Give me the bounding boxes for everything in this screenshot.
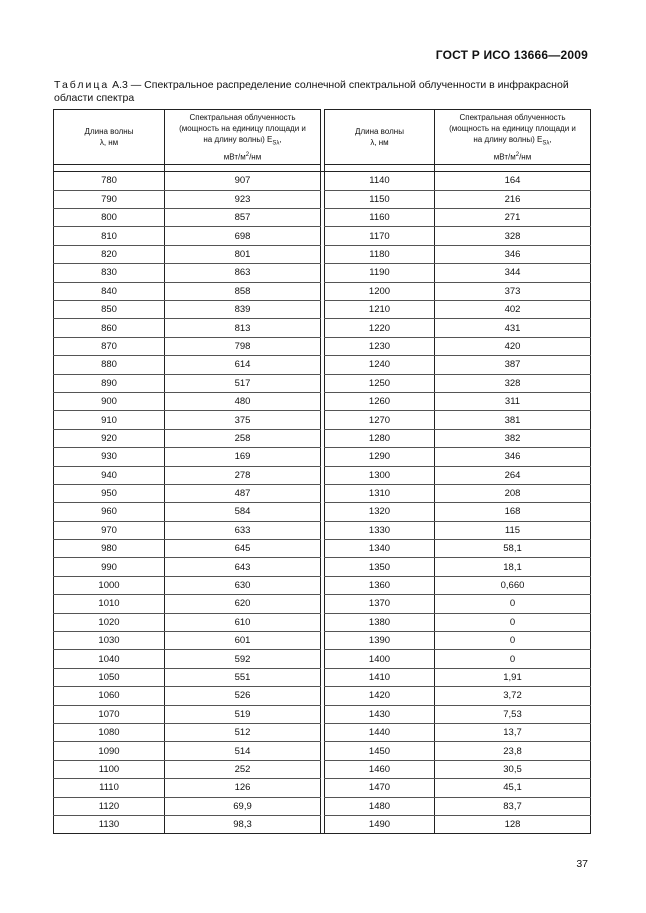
- cell-wavelength-2: 1410: [325, 668, 435, 686]
- table-row: [54, 448, 591, 466]
- cell-irradiance-2: 387: [435, 356, 591, 374]
- table-row: [54, 558, 591, 576]
- cell-irradiance-2: 23,8: [435, 742, 591, 760]
- irradiance-table-container: [53, 109, 590, 834]
- table-caption: [54, 79, 594, 105]
- cell-wavelength-2: 1160: [325, 209, 435, 227]
- cell-irradiance-1: 592: [165, 650, 321, 668]
- cell-wavelength-2: 1380: [325, 613, 435, 631]
- cell-wavelength-2: 1180: [325, 245, 435, 263]
- cell-irradiance-2: 216: [435, 190, 591, 208]
- cell-wavelength-1: 970: [54, 521, 165, 539]
- header-irradiance-1: Спектральная облученность (мощность на единицу площади и на длину волны) $E_{S\lambda}$, мВт/$м^2/нм$: [165, 110, 321, 165]
- cell-irradiance-2: 271: [435, 209, 591, 227]
- header-irradiance-2: Спектральная облученность (мощность на единицу площади и на длину волны) $E_{S\lambda}$, мВт/$м^2/нм$: [435, 110, 591, 165]
- cell-wavelength-1: 910: [54, 411, 165, 429]
- cell-wavelength-1: 1110: [54, 779, 165, 797]
- cell-wavelength-1: 1020: [54, 613, 165, 631]
- table-row: [54, 576, 591, 594]
- cell-irradiance-1: 480: [165, 392, 321, 410]
- cell-irradiance-2: 45,1: [435, 779, 591, 797]
- cell-wavelength-1: 880: [54, 356, 165, 374]
- irradiance-table: [53, 109, 591, 834]
- cell-irradiance-1: 169: [165, 448, 321, 466]
- cell-wavelength-2: 1270: [325, 411, 435, 429]
- cell-wavelength-2: 1150: [325, 190, 435, 208]
- cell-irradiance-1: 278: [165, 466, 321, 484]
- cell-irradiance-2: 0: [435, 650, 591, 668]
- cell-irradiance-1: 839: [165, 300, 321, 318]
- cell-irradiance-1: 252: [165, 760, 321, 778]
- cell-irradiance-2: 83,7: [435, 797, 591, 815]
- cell-wavelength-1: 1100: [54, 760, 165, 778]
- cell-irradiance-2: 58,1: [435, 540, 591, 558]
- cell-wavelength-1: 870: [54, 337, 165, 355]
- cell-irradiance-2: 346: [435, 448, 591, 466]
- cell-irradiance-1: 643: [165, 558, 321, 576]
- table-row: [54, 705, 591, 723]
- table-row: [54, 687, 591, 705]
- table-row: [54, 503, 591, 521]
- cell-wavelength-2: 1360: [325, 576, 435, 594]
- cell-irradiance-1: 633: [165, 521, 321, 539]
- cell-wavelength-2: 1170: [325, 227, 435, 245]
- header-wavelength-1: Длина волны λ, нм: [54, 110, 165, 165]
- cell-wavelength-2: 1310: [325, 484, 435, 502]
- cell-irradiance-1: 487: [165, 484, 321, 502]
- cell-irradiance-2: 13,7: [435, 723, 591, 741]
- cell-irradiance-2: 3,72: [435, 687, 591, 705]
- table-body: [54, 172, 591, 834]
- cell-irradiance-1: 857: [165, 209, 321, 227]
- table-row: [54, 282, 591, 300]
- cell-irradiance-2: 0,660: [435, 576, 591, 594]
- table-row: [54, 172, 591, 190]
- cell-wavelength-1: 790: [54, 190, 165, 208]
- cell-irradiance-1: 801: [165, 245, 321, 263]
- cell-irradiance-2: 381: [435, 411, 591, 429]
- table-row: [54, 723, 591, 741]
- cell-irradiance-2: 328: [435, 227, 591, 245]
- cell-wavelength-2: 1340: [325, 540, 435, 558]
- cell-irradiance-1: 551: [165, 668, 321, 686]
- cell-irradiance-2: 373: [435, 282, 591, 300]
- table-row: [54, 245, 591, 263]
- cell-irradiance-1: 519: [165, 705, 321, 723]
- document-id: ГОСТ Р ИСО 13666—2009: [435, 48, 588, 62]
- header-wavelength-2: Длина волны λ, нм: [325, 110, 435, 165]
- table-row: [54, 632, 591, 650]
- cell-irradiance-1: 858: [165, 282, 321, 300]
- cell-irradiance-1: 601: [165, 632, 321, 650]
- cell-irradiance-2: 128: [435, 815, 591, 833]
- table-row: [54, 779, 591, 797]
- cell-wavelength-2: 1290: [325, 448, 435, 466]
- cell-wavelength-1: 850: [54, 300, 165, 318]
- cell-wavelength-2: 1390: [325, 632, 435, 650]
- cell-wavelength-1: 800: [54, 209, 165, 227]
- table-row: [54, 227, 591, 245]
- cell-irradiance-1: 798: [165, 337, 321, 355]
- table-row: [54, 392, 591, 410]
- header-spacer: [54, 165, 591, 172]
- table-row: [54, 300, 591, 318]
- cell-irradiance-1: 923: [165, 190, 321, 208]
- table-caption-label: Таблица: [54, 79, 110, 91]
- cell-wavelength-1: 1050: [54, 668, 165, 686]
- cell-irradiance-2: 115: [435, 521, 591, 539]
- table-row: [54, 613, 591, 631]
- cell-irradiance-1: 630: [165, 576, 321, 594]
- cell-wavelength-2: 1460: [325, 760, 435, 778]
- cell-wavelength-1: 830: [54, 264, 165, 282]
- cell-wavelength-2: 1320: [325, 503, 435, 521]
- cell-wavelength-1: 810: [54, 227, 165, 245]
- cell-wavelength-2: 1220: [325, 319, 435, 337]
- table-row: [54, 595, 591, 613]
- cell-irradiance-1: 610: [165, 613, 321, 631]
- cell-wavelength-1: 780: [54, 172, 165, 190]
- cell-irradiance-1: 512: [165, 723, 321, 741]
- cell-irradiance-1: 645: [165, 540, 321, 558]
- cell-irradiance-2: 18,1: [435, 558, 591, 576]
- cell-wavelength-2: 1230: [325, 337, 435, 355]
- cell-wavelength-1: 950: [54, 484, 165, 502]
- table-row: [54, 760, 591, 778]
- cell-wavelength-1: 1060: [54, 687, 165, 705]
- cell-irradiance-1: 907: [165, 172, 321, 190]
- table-row: [54, 337, 591, 355]
- cell-irradiance-2: 7,53: [435, 705, 591, 723]
- cell-wavelength-1: 940: [54, 466, 165, 484]
- cell-irradiance-1: 258: [165, 429, 321, 447]
- cell-wavelength-1: 1130: [54, 815, 165, 833]
- cell-wavelength-1: 890: [54, 374, 165, 392]
- cell-wavelength-2: 1480: [325, 797, 435, 815]
- cell-wavelength-1: 1040: [54, 650, 165, 668]
- page-number: 37: [576, 858, 588, 870]
- cell-irradiance-2: 346: [435, 245, 591, 263]
- cell-irradiance-2: 264: [435, 466, 591, 484]
- cell-irradiance-1: 813: [165, 319, 321, 337]
- cell-wavelength-2: 1350: [325, 558, 435, 576]
- cell-irradiance-1: 517: [165, 374, 321, 392]
- cell-irradiance-1: 126: [165, 779, 321, 797]
- cell-wavelength-2: 1470: [325, 779, 435, 797]
- table-row: [54, 797, 591, 815]
- cell-wavelength-2: 1250: [325, 374, 435, 392]
- table-row: [54, 356, 591, 374]
- cell-wavelength-2: 1260: [325, 392, 435, 410]
- cell-wavelength-1: 930: [54, 448, 165, 466]
- cell-irradiance-2: 0: [435, 595, 591, 613]
- table-row: [54, 540, 591, 558]
- cell-wavelength-2: 1490: [325, 815, 435, 833]
- cell-irradiance-2: 382: [435, 429, 591, 447]
- cell-irradiance-1: 863: [165, 264, 321, 282]
- cell-irradiance-2: 0: [435, 632, 591, 650]
- cell-wavelength-2: 1330: [325, 521, 435, 539]
- cell-wavelength-2: 1200: [325, 282, 435, 300]
- cell-irradiance-1: 526: [165, 687, 321, 705]
- cell-irradiance-1: 514: [165, 742, 321, 760]
- cell-irradiance-1: 584: [165, 503, 321, 521]
- cell-irradiance-2: 208: [435, 484, 591, 502]
- cell-irradiance-2: 402: [435, 300, 591, 318]
- cell-wavelength-1: 1070: [54, 705, 165, 723]
- cell-irradiance-1: 698: [165, 227, 321, 245]
- cell-wavelength-1: 820: [54, 245, 165, 263]
- cell-wavelength-1: 1080: [54, 723, 165, 741]
- cell-wavelength-1: 1120: [54, 797, 165, 815]
- cell-wavelength-1: 980: [54, 540, 165, 558]
- cell-wavelength-2: 1440: [325, 723, 435, 741]
- table-header-row: [54, 110, 591, 165]
- cell-wavelength-1: 900: [54, 392, 165, 410]
- cell-irradiance-1: 98,3: [165, 815, 321, 833]
- table-row: [54, 668, 591, 686]
- cell-irradiance-2: 1,91: [435, 668, 591, 686]
- cell-wavelength-1: 1000: [54, 576, 165, 594]
- cell-irradiance-2: 344: [435, 264, 591, 282]
- table-caption-text: А.3 — Спектральное распределение солнечной спектральной облученности в инфракрасной области спектра: [54, 79, 569, 104]
- table-row: [54, 815, 591, 833]
- table-row: [54, 319, 591, 337]
- cell-wavelength-2: 1370: [325, 595, 435, 613]
- table-row: [54, 264, 591, 282]
- cell-irradiance-2: 328: [435, 374, 591, 392]
- table-row: [54, 374, 591, 392]
- cell-irradiance-2: 164: [435, 172, 591, 190]
- table-row: [54, 209, 591, 227]
- cell-irradiance-2: 311: [435, 392, 591, 410]
- cell-wavelength-1: 860: [54, 319, 165, 337]
- table-row: [54, 429, 591, 447]
- cell-wavelength-1: 1030: [54, 632, 165, 650]
- cell-irradiance-1: 375: [165, 411, 321, 429]
- table-row: [54, 521, 591, 539]
- cell-wavelength-2: 1420: [325, 687, 435, 705]
- cell-wavelength-2: 1190: [325, 264, 435, 282]
- table-row: [54, 650, 591, 668]
- cell-irradiance-1: 614: [165, 356, 321, 374]
- table-row: [54, 190, 591, 208]
- cell-wavelength-2: 1210: [325, 300, 435, 318]
- cell-irradiance-2: 420: [435, 337, 591, 355]
- cell-irradiance-2: 30,5: [435, 760, 591, 778]
- cell-irradiance-2: 431: [435, 319, 591, 337]
- cell-wavelength-1: 1090: [54, 742, 165, 760]
- cell-irradiance-1: 620: [165, 595, 321, 613]
- cell-wavelength-1: 920: [54, 429, 165, 447]
- cell-wavelength-2: 1280: [325, 429, 435, 447]
- cell-irradiance-1: 69,9: [165, 797, 321, 815]
- cell-wavelength-1: 960: [54, 503, 165, 521]
- cell-wavelength-2: 1240: [325, 356, 435, 374]
- cell-irradiance-2: 168: [435, 503, 591, 521]
- cell-wavelength-2: 1430: [325, 705, 435, 723]
- table-row: [54, 742, 591, 760]
- cell-wavelength-1: 840: [54, 282, 165, 300]
- cell-wavelength-2: 1300: [325, 466, 435, 484]
- cell-wavelength-2: 1140: [325, 172, 435, 190]
- cell-wavelength-1: 1010: [54, 595, 165, 613]
- cell-wavelength-2: 1400: [325, 650, 435, 668]
- cell-irradiance-2: 0: [435, 613, 591, 631]
- table-row: [54, 484, 591, 502]
- table-row: [54, 466, 591, 484]
- cell-wavelength-1: 990: [54, 558, 165, 576]
- cell-wavelength-2: 1450: [325, 742, 435, 760]
- table-row: [54, 411, 591, 429]
